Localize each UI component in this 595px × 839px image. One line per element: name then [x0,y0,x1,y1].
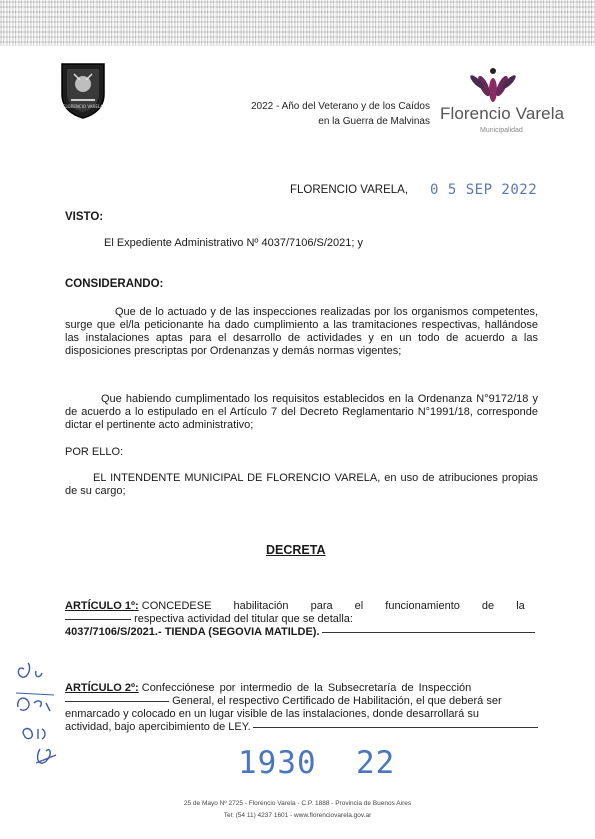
year-motto [232,99,430,129]
por-ello: POR ELLO: [65,446,124,458]
handwritten-initials [10,655,65,775]
articulo-2-label: ARTÍCULO 2º: [65,682,139,694]
articulo-2-text-a: Confecciónese por intermedio de la Subsecretaría de Inspección [141,682,472,694]
brand-name: Florencio Varela [440,104,565,123]
municipal-crest-icon [58,60,108,120]
visto-heading: VISTO: [65,211,104,223]
articulo-1 [65,600,535,639]
dash-filler [65,619,131,620]
articulo-2-text-d: actividad, bajo apercibimiento de LEY. [65,721,251,733]
flower-logo-icon [468,64,518,104]
scan-header-band [0,0,595,46]
articulo-2-text-b: General, el respectivo Certificado de Habilitación, el que deberá ser [172,695,502,707]
decree-number-stamp: 1930 22 [238,745,396,781]
footer-contact: Tel: (54 11) 4237 1601 - www.florenciovarela.gov.ar [223,812,372,819]
motto-line-1: 2022 - Año del Veterano y de los Caídos [250,101,430,112]
dash-filler [65,701,169,702]
date-stamp: 0 5 SEP 2022 [430,182,538,198]
brand-subtitle: Municipalidad [480,127,523,134]
date-city: FLORENCIO VARELA, [290,184,409,196]
considerando-paragraph-1: Que de lo actuado y de las inspecciones realizadas por los organismos competentes, surge que el/la peticionante ha dado cumplimiento a las tramitaciones respectivas, hallándose las instalaciones aptas para el desarrollo de actividades y en un todo de acuerdo a las disposiciones prescriptas por Ordenanzas y demás normas vigentes; [65,306,538,357]
articulo-2-text-c: enmarcado y colocado en un lugar visible de las instalaciones, donde desarrollará su [65,708,479,720]
dash-filler [253,727,538,728]
considerando-paragraph-2: Que habiendo cumplimentado los requisitos establecidos en la Ordenanza N°9172/18 y de acuerdo a lo estipulado en el Artículo 7 del Decreto Reglamentario N°1991/18, corresponde dictar el pertinente acto administrativo; [65,393,538,431]
visto-text: El Expediente Administrativo Nº 4037/7106/S/2021; y [104,237,364,249]
dash-filler [322,632,535,633]
motto-line-2: en la Guerra de Malvinas [318,116,430,127]
articulo-2 [65,682,538,734]
decreta-heading: DECRETA [266,543,326,557]
considerando-heading: CONSIDERANDO: [65,278,164,290]
articulo-1-text-a: CONCEDESE habilitación para el funcionamiento de la [141,600,525,612]
articulo-1-label: ARTÍCULO 1º: [65,600,139,612]
articulo-1-text-b: respectiva actividad del titular que se detalla: [134,613,353,625]
intendente-paragraph: EL INTENDENTE MUNICIPAL DE FLORENCIO VARELA, en uso de atribuciones propias de su cargo; [65,472,538,497]
articulo-1-detail: 4037/7106/S/2021.- TIENDA (SEGOVIA MATILDE). [65,626,320,638]
svg-text:FLORENCIO VARELA: FLORENCIO VARELA [63,104,103,109]
footer-address: 25 de Mayo Nº 2725 - Florencio Varela - C.P. 1888 - Provincia de Buenos Aires [183,800,412,807]
